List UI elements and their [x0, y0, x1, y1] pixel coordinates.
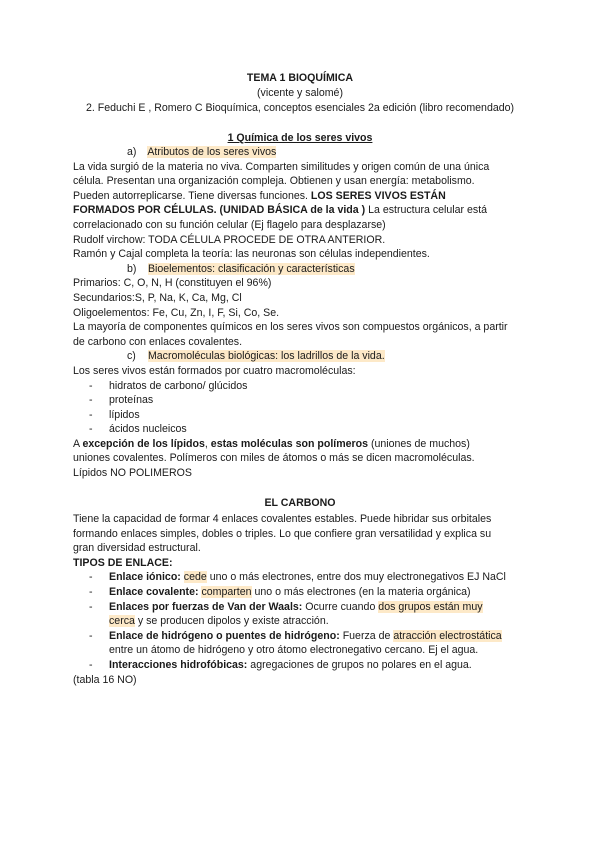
- carbon-intro-line: Tiene la capacidad de formar 4 enlaces covalentes estables. Puede hibridar sus orbitales: [73, 513, 492, 525]
- polymers-line: A excepción de los lípidos, estas moléculas son polímeros (uniones de muchos): [73, 437, 470, 450]
- secundarios-line: Secundarios:S, P, Na, K, Ca, Mg, Cl: [73, 291, 242, 304]
- macro-intro: Los seres vivos están formados por cuatro macromoléculas:: [73, 364, 356, 377]
- subheading-b: b) Bioelementos: clasificación y características: [127, 262, 355, 275]
- para-a-line: Pueden autorreplicarse. Tiene diversas funciones. LOS SERES VIVOS ESTÁN: [73, 189, 446, 202]
- cajal-line: Ramón y Cajal completa la teoría: las neuronas son células independientes.: [73, 248, 430, 261]
- carbon-intro-line: formando enlaces simples, dobles o triples. Lo que confiere gran versatilidad y explica su: [73, 527, 492, 540]
- list-item: - hidratos de carbono/ glúcidos: [89, 379, 248, 392]
- list-item: - Enlace covalente: comparten uno o más electrones (en la materia orgánica): [89, 585, 471, 598]
- subheading-c: c) Macromoléculas biológicas: los ladrillos de la vida.: [127, 350, 385, 363]
- primarios-line: Primarios: C, O, N, H (constituyen el 96%): [73, 277, 272, 290]
- subheading-a: a) Atributos de los seres vivos: [127, 146, 277, 158]
- page-title: TEMA 1 BIOQUÍMICA: [246, 72, 354, 84]
- list-item: - Interacciones hidrofóbicas: agregaciones de grupos no polares en el agua.: [89, 658, 472, 671]
- para-a-line: FORMADOS POR CÉLULAS. (UNIDAD BÁSICA de la vida ) La estructura celular está: [73, 204, 488, 217]
- table-note: (tabla 16 NO): [73, 673, 137, 686]
- section2-body: [73, 512, 533, 687]
- section-title-carbono: EL CARBONO: [264, 497, 336, 509]
- section-title-quimica: 1 Química de los seres vivos: [227, 132, 373, 144]
- list-item: - Enlaces por fuerzas de Van der Waals: Ocurre cuando dos grupos están muy cerca y se producen dipolos y existe atracción.: [89, 600, 483, 628]
- virchow-line: Rudolf virchow: TODA CÉLULA PROCEDE DE OTRA ANTERIOR.: [73, 233, 386, 246]
- carbon-intro-line: gran diversidad estructural.: [73, 542, 201, 555]
- book-reference: 2. Feduchi E , Romero C Bioquímica, conceptos esenciales 2a edición (libro recomendado): [85, 102, 515, 114]
- polymers-line: uniones covalentes. Polímeros con miles de átomos o más se dicen macromoléculas.: [73, 452, 475, 465]
- list-item: - Enlace iónico: cede uno o más electrones, entre dos muy electronegativos EJ NaCl: [89, 571, 506, 584]
- bond-types-title: TIPOS DE ENLACE:: [73, 556, 173, 569]
- oligoelementos-line: Oligoelementos: Fe, Cu, Zn, I, F, Si, Co, Se.: [73, 306, 280, 319]
- polymers-line: Lípidos NO POLIMEROS: [73, 467, 192, 480]
- organicos-line: de carbono con enlaces covalentes.: [73, 335, 243, 348]
- list-item: - proteínas: [89, 394, 154, 407]
- list-item: - ácidos nucleicos: [89, 423, 187, 436]
- para-a-line: célula. Presentan una organización compleja. Obtienen y usan energía: metabolismo.: [73, 175, 475, 188]
- authors: (vicente y salomé): [257, 87, 343, 99]
- organicos-line: La mayoría de componentes químicos en los seres vivos son compuestos orgánicos, a partir: [73, 321, 508, 334]
- macromolecule-list: [73, 379, 533, 437]
- para-a-line: correlacionado con su función celular (Ej flagelo para desplazarse): [73, 218, 386, 231]
- list-item: - Enlace de hidrógeno o puentes de hidrógeno: Fuerza de atracción electrostática entre un átomo de hidrógeno y otro átomo electronegativo cercano. Ej el agua.: [89, 629, 502, 657]
- section1-body: [73, 145, 533, 481]
- bond-types-list: [73, 570, 533, 672]
- list-item: - lípidos: [89, 408, 140, 421]
- para-a-line: La vida surgió de la materia no viva. Comparten similitudes y origen común de una única: [73, 160, 490, 173]
